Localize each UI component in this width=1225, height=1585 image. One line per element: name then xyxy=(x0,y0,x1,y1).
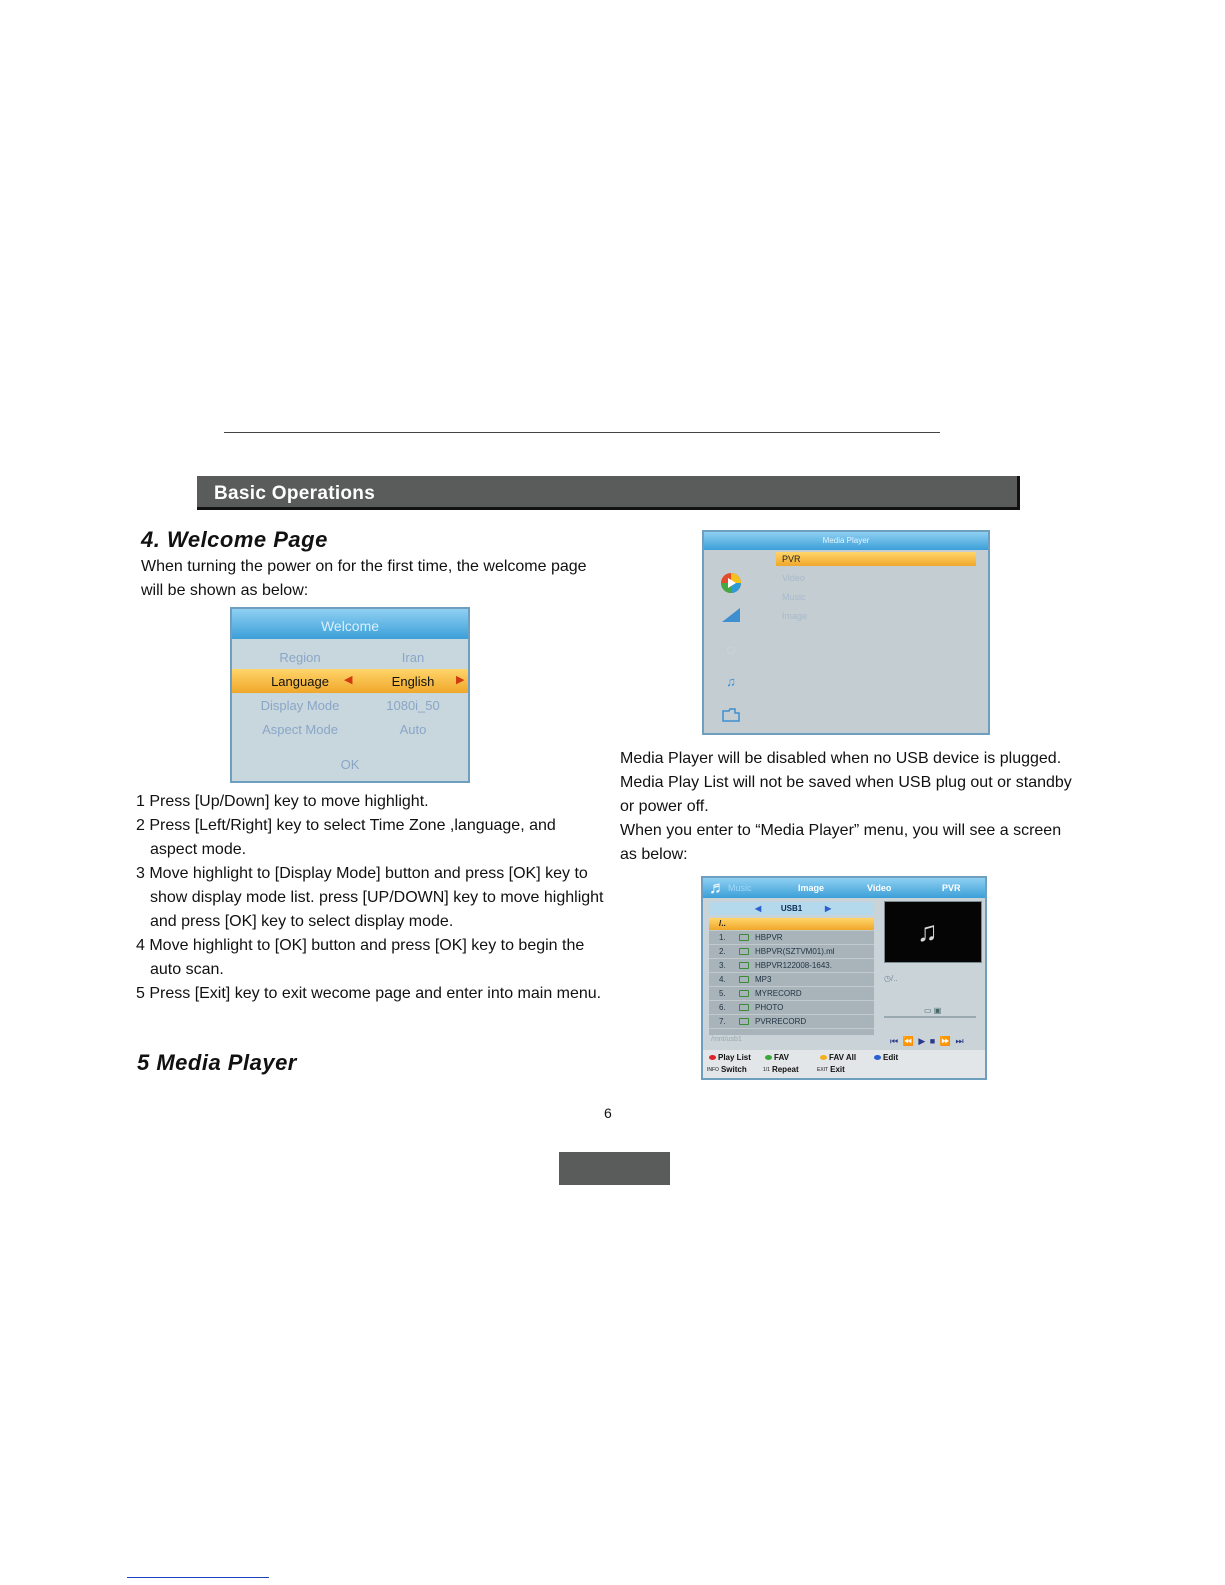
row-label: Aspect Mode xyxy=(262,722,338,737)
folder-icon xyxy=(739,990,749,997)
media-list-screen xyxy=(701,876,987,1080)
rewind-icon[interactable]: ⏪ xyxy=(902,1036,915,1046)
step-item: 3 Move highlight to [Display Mode] button and press [OK] key to show display mode list. press [UP/DOWN] key to move highlight and press [OK] key to select display mode. xyxy=(136,865,604,930)
welcome-screen xyxy=(230,607,470,783)
blue-key-icon xyxy=(874,1055,881,1060)
media-tabs xyxy=(703,878,985,898)
menu-item-video[interactable]: Video xyxy=(782,573,805,583)
list-item[interactable] xyxy=(709,918,874,931)
legend-label: Play List xyxy=(718,1053,751,1062)
legend-label: Repeat xyxy=(771,1065,799,1074)
footer-link-underline xyxy=(127,1577,269,1578)
exit-key-icon: EXIT xyxy=(817,1066,829,1073)
list-item[interactable] xyxy=(709,946,874,959)
arrow-right-icon[interactable]: ▶ xyxy=(825,904,832,913)
item-number: 3. xyxy=(719,961,726,970)
folder-icon xyxy=(720,708,742,728)
arrow-right-icon[interactable]: ▶ xyxy=(456,674,465,686)
media-player-icon xyxy=(720,572,742,592)
item-name: PHOTO xyxy=(755,1003,784,1012)
media-para-1-text: Media Player will be disabled when no USB device is plugged. Media Play List will not be saved when USB plug out or standby or power off. xyxy=(620,750,1072,815)
music-note-icon: ♫ xyxy=(917,916,938,947)
legend-fav-all xyxy=(820,1053,856,1062)
list-item[interactable] xyxy=(709,1002,874,1015)
folder-icon xyxy=(739,934,749,941)
media-menu-screen xyxy=(702,530,990,735)
preview-info-text: /.. xyxy=(890,974,898,983)
item-number: 6. xyxy=(719,1003,726,1012)
media-heading: 5 Media Player xyxy=(137,1050,297,1075)
menu-item-image[interactable]: Image xyxy=(782,611,808,621)
info-key-icon: INFO xyxy=(707,1066,719,1073)
progress-bar xyxy=(884,1016,976,1018)
section-banner xyxy=(197,476,1020,510)
row-label: Region xyxy=(279,650,321,665)
menu-item-pvr[interactable]: PVR xyxy=(776,552,976,566)
key-legend xyxy=(703,1050,985,1078)
list-item[interactable] xyxy=(709,1016,874,1029)
section-title: Basic Operations xyxy=(214,483,376,504)
play-icon[interactable]: ▶ xyxy=(918,1036,927,1046)
red-key-icon xyxy=(709,1055,716,1060)
music-icon: ♫ xyxy=(726,674,736,689)
step-item: 4 Move highlight to [OK] button and press [OK] key to begin the auto scan. xyxy=(136,937,585,978)
music-note-icon: ♬ xyxy=(709,878,726,897)
media-para-1 xyxy=(620,747,1080,819)
media-menu-icons xyxy=(704,550,764,733)
clock-icon: ◷ xyxy=(884,974,891,983)
list-item[interactable] xyxy=(709,960,874,973)
menu-item-music[interactable]: Music xyxy=(782,592,806,602)
repeat-key-icon: 1/1 xyxy=(763,1066,770,1073)
legend-exit xyxy=(817,1065,845,1074)
item-name: PVRRECORD xyxy=(755,1017,807,1026)
media-para-2-text: When you enter to “Media Player” menu, you will see a screen as below: xyxy=(620,822,1062,863)
settings-icon: ◌ xyxy=(726,642,736,659)
folder-icon xyxy=(739,1018,749,1025)
row-label: Language xyxy=(271,674,329,689)
item-number: 5. xyxy=(719,989,726,998)
item-number: 4. xyxy=(719,975,726,984)
yellow-key-icon xyxy=(820,1055,827,1060)
welcome-ok-button[interactable]: OK xyxy=(340,757,360,772)
arrow-left-icon[interactable]: ◀ xyxy=(344,674,353,686)
step-item: 2 Press [Left/Right] key to select Time Zone ,language, and aspect mode. xyxy=(136,817,556,858)
media-menu-title: Media Player xyxy=(704,532,988,550)
welcome-title-bar: Welcome xyxy=(232,609,468,639)
status-icons: ▭ ▣ xyxy=(924,1006,942,1015)
legend-fav xyxy=(765,1053,789,1062)
stop-icon[interactable]: ■ xyxy=(929,1036,937,1046)
welcome-row-display-mode[interactable] xyxy=(232,693,468,717)
item-name: HBPVR122008-1643. xyxy=(755,961,832,970)
legend-label: Edit xyxy=(883,1053,899,1062)
legend-label: FAV xyxy=(774,1053,789,1062)
row-value: Iran xyxy=(401,650,425,665)
item-number: 7. xyxy=(719,1017,726,1026)
tab-music[interactable]: Music xyxy=(728,883,752,893)
row-label: Display Mode xyxy=(260,698,340,713)
device-label: USB1 xyxy=(780,904,803,913)
legend-label: FAV All xyxy=(829,1053,857,1062)
welcome-steps xyxy=(136,790,606,1006)
item-name: MP3 xyxy=(755,975,772,984)
item-name: MYRECORD xyxy=(755,989,802,998)
arrow-left-icon[interactable]: ◀ xyxy=(755,904,762,913)
legend-label: Exit xyxy=(830,1065,845,1074)
fast-forward-icon[interactable]: ⏩ xyxy=(939,1036,952,1046)
footer-block xyxy=(559,1152,670,1185)
item-name: /.. xyxy=(719,919,726,928)
list-item[interactable] xyxy=(709,932,874,945)
item-name: HBPVR xyxy=(755,933,783,942)
step-item: 5 Press [Exit] key to exit wecome page and enter into main menu. xyxy=(136,985,602,1002)
welcome-intro-text: When turning the power on for the first time, the welcome page will be shown as below: xyxy=(141,558,587,599)
folder-icon xyxy=(739,1004,749,1011)
current-path: /mnt/usb1 xyxy=(711,1036,742,1043)
legend-switch xyxy=(707,1065,747,1074)
preview-pane xyxy=(884,901,982,963)
green-key-icon xyxy=(765,1055,772,1060)
image-icon xyxy=(720,608,742,628)
tab-pvr[interactable]: PVR xyxy=(942,883,961,893)
folder-icon xyxy=(739,976,749,983)
row-value: English xyxy=(391,674,435,689)
skip-forward-icon[interactable]: ⏭ xyxy=(955,1036,965,1046)
media-para-2 xyxy=(620,819,1080,867)
step-item: 1 Press [Up/Down] key to move highlight. xyxy=(136,793,429,810)
item-name: HBPVR(SZTVM01).ml xyxy=(755,947,835,956)
folder-icon xyxy=(739,948,749,955)
item-number: 2. xyxy=(719,947,726,956)
playback-controls xyxy=(890,1036,965,1047)
folder-icon xyxy=(739,962,749,969)
skip-back-icon[interactable]: ⏮ xyxy=(890,1036,900,1046)
legend-edit xyxy=(874,1053,898,1062)
device-selector[interactable] xyxy=(709,902,874,915)
tab-image[interactable]: Image xyxy=(798,883,825,893)
preview-info xyxy=(884,974,898,983)
welcome-row-language[interactable] xyxy=(232,669,468,693)
list-item[interactable] xyxy=(709,988,874,1001)
welcome-row-aspect-mode[interactable] xyxy=(232,717,468,741)
page-number: 6 xyxy=(604,1105,612,1121)
header-rule xyxy=(224,432,940,433)
welcome-row-region[interactable] xyxy=(232,645,468,669)
item-number: 1. xyxy=(719,933,726,942)
legend-play-list xyxy=(709,1053,751,1062)
legend-repeat xyxy=(763,1065,799,1074)
tab-video[interactable]: Video xyxy=(867,883,892,893)
legend-label: Switch xyxy=(720,1065,747,1074)
welcome-intro xyxy=(141,555,591,603)
list-item[interactable] xyxy=(709,974,874,987)
welcome-heading: 4. Welcome Page xyxy=(141,527,328,552)
file-list xyxy=(709,918,874,1035)
row-value: 1080i_50 xyxy=(386,698,440,713)
row-value: Auto xyxy=(399,722,427,737)
